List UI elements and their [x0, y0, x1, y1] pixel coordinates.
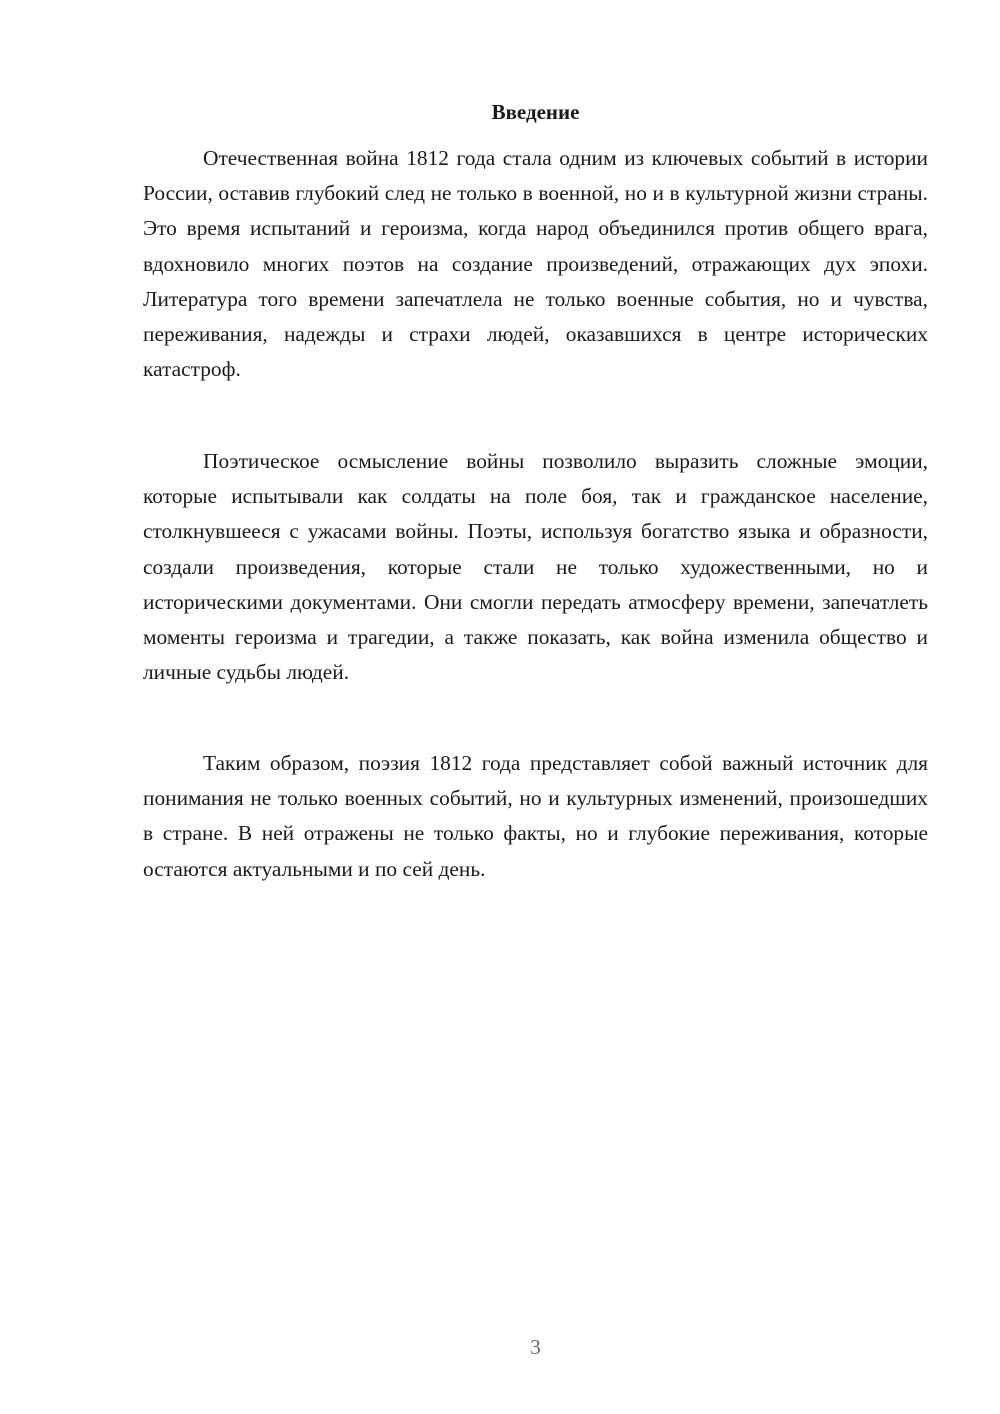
paragraph-2: Поэтическое осмысление войны позволило выразить сложные эмоции, которые испытывали как солдаты на поле боя, так и гражданское население, столкнувшееся с ужасами войны. Поэты, используя богатство языка и образности, создали произведения, которые стали не только художественными, но и историческими документами. Они смогли передать атмосферу времени, запечатлеть моменты героизма и трагедии, а также показать, как война изменила общество и личные судьбы людей.	[143, 449, 928, 685]
paragraph-1: Отечественная война 1812 года стала одним из ключевых событий в истории России, оставив глубокий след не только в военной, но и в культурной жизни страны. Это время испытаний и героизма, когда народ объединился против общего врага, вдохновило многих поэтов на создание произведений, отражающих дух эпохи. Литература того времени запечатлела не только военные события, но и чувства, переживания, надежды и страхи людей, оказавшихся в центре исторических катастроф.	[143, 146, 928, 382]
document-page	[143, 0, 928, 1414]
section-heading: Введение	[491, 100, 580, 124]
page-number: 3	[530, 1335, 541, 1359]
paragraph-3: Таким образом, поэзия 1812 года представляет собой важный источник для понимания не только военных событий, но и культурных изменений, произошедших в стране. В ней отражены не только факты, но и глубокие переживания, которые остаются актуальными и по сей день.	[143, 751, 928, 881]
